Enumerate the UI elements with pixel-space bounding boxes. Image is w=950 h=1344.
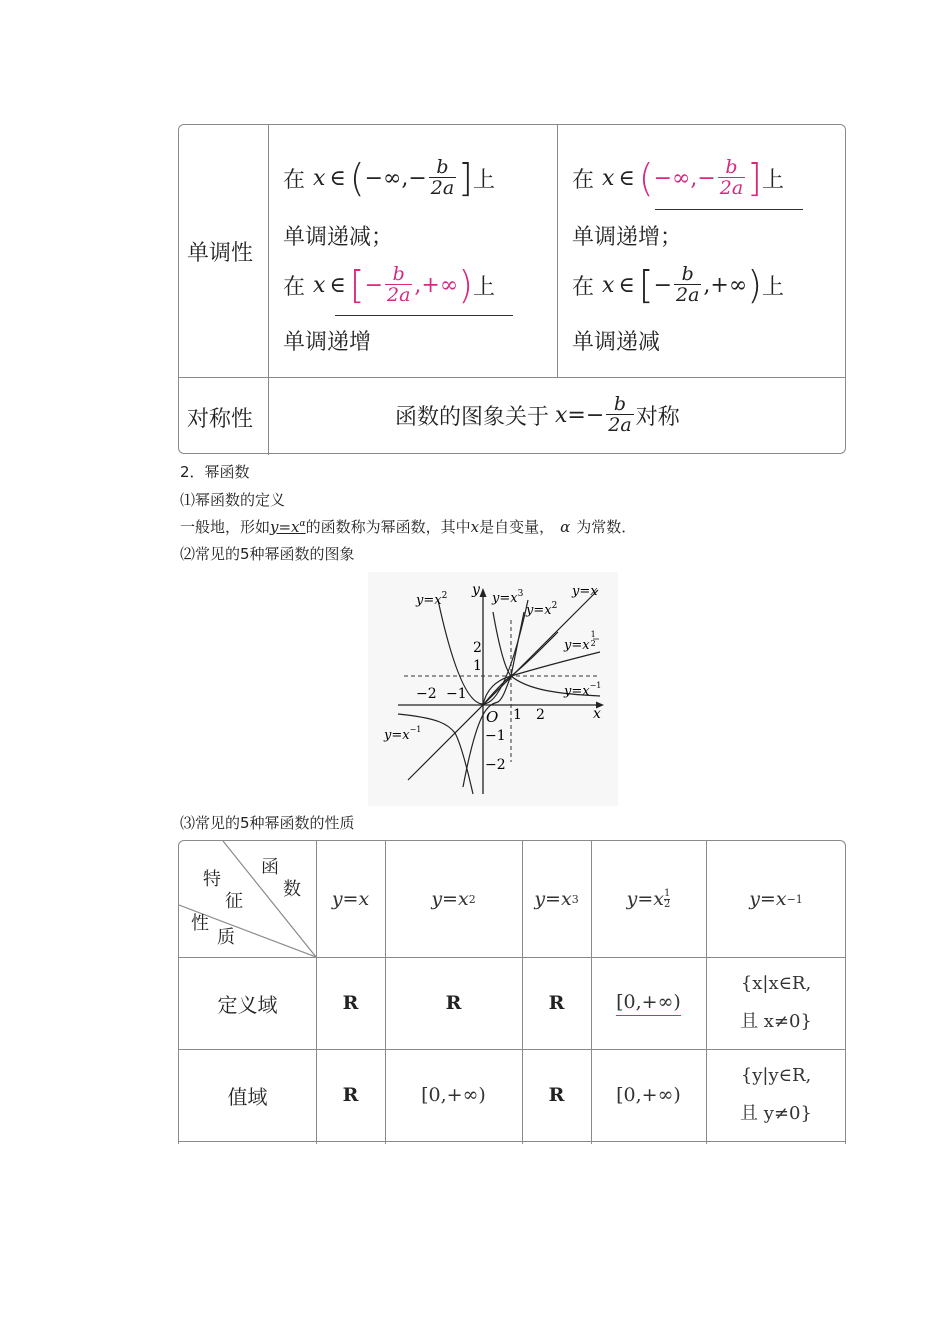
tick-label: 1 [513,707,522,723]
tick-label: −1 [485,728,506,744]
tick-label: 2 [473,640,482,656]
corner-label: 征 [225,891,243,912]
tick-label: −1 [446,686,467,702]
tick-label: −2 [416,686,437,702]
power-functions-graph [368,572,618,806]
left-line-2: 单调递减； [283,225,394,250]
curve-label-x3: $y=x^3$ [492,589,524,606]
corner-label: 特 [203,869,221,890]
row-label-symmetry: 对称性 [187,407,254,432]
range-cell: [0,+∞) [421,1084,486,1106]
left-line-4: 单调递增 [283,330,372,355]
curve-label-x1: y=x [572,584,598,599]
row-label-range: 值域 [227,1084,268,1109]
tick-label: 2 [536,707,545,723]
corner-label: 函 [261,857,279,878]
curve-label-x2: $y=x^2$ [416,591,448,608]
origin-label: O [486,708,499,726]
domain-cell: R [342,992,359,1014]
corner-label: 质 [217,927,235,948]
table-divider [268,377,269,455]
subheading-definition: ⑴幂函数的定义 [180,491,286,509]
table-divider [268,125,269,377]
range-cell: [0,+∞) [616,1084,681,1106]
corner-label: 性 [191,913,209,934]
definition-formula: $y=x^\alpha$ [270,518,306,536]
header-y-x-half: y=x 1 2 [626,887,671,910]
answer-underline [655,209,803,210]
symmetry-statement: 函数的图象关于 x=− $\frac{b}{2a}$ 对称 [395,393,680,436]
left-interval-2: 在 x ∈ [ − $\frac{b}{2a}$ ,+∞ ) 上 [283,263,496,307]
right-line-4: 单调递减 [572,330,661,355]
header-y-x-squared: y=x 2 [431,888,476,910]
subheading-properties: ⑶常见的5种幂函数的性质 [180,814,355,832]
table-divider [179,1141,845,1142]
section-heading: 2．幂函数 [180,463,250,481]
highlight-interval: [ − $\frac{b}{2a}$ ,+∞ ) [349,263,474,307]
right-line-2: 单调递增； [572,225,683,250]
domain-cell-highlight: [0,+∞) [591,957,706,1049]
domain-cell-set: {x|x∈R, 且 x≠0} [740,973,812,1032]
right-interval-1: 在 x ∈ ( −∞,− $\frac{b}{2a}$ ] 上 [572,156,785,200]
row-label-domain: 定义域 [217,992,278,1017]
header-y-x-cubed: y=x 3 [534,888,579,910]
x-axis-label: x [593,706,601,722]
monotonicity-table [178,124,846,454]
answer-underline [335,315,513,316]
left-interval-1: 在 x ∈ ( −∞,− $\frac{b}{2a}$ ] 上 [283,156,496,200]
range-cell: R [548,1084,565,1106]
row-label-monotonicity: 单调性 [187,241,254,266]
corner-label: 数 [283,879,301,900]
range-cell: R [342,1084,359,1106]
table-divider [179,377,845,378]
table-divider [557,125,558,377]
subheading-graph: ⑵常见的5种幂函数的图象 [180,545,355,563]
curve-label-x2b: $y=x^2$ [526,601,558,618]
curve-label-xm1: $y=x^{-1}$ [564,681,602,699]
properties-table [178,840,846,1144]
definition-paragraph: 一般地，形如$y=x^\alpha$的函数称为幂函数，其中x是自变量， α 为常数． [180,518,637,536]
highlight-interval: ( −∞,− $\frac{b}{2a}$ ] [638,156,762,200]
header-y-x: y=x [331,888,370,910]
right-interval-2: 在 x ∈ [ − $\frac{b}{2a}$ ,+∞ ) 上 [572,263,785,307]
header-y-x-inverse: y=x −1 [749,888,803,910]
curve-label-xm1b: $y=x^{-1}$ [384,725,422,743]
y-axis-label: y [472,582,480,598]
range-cell-set: {y|y∈R, 且 y≠0} [740,1065,812,1124]
domain-cell: R [548,992,565,1014]
tick-label: −2 [485,757,506,773]
tick-label: 1 [473,658,482,674]
domain-cell: R [445,992,462,1014]
curve-label-xhalf: $y=x^1$ 2 [564,630,596,653]
